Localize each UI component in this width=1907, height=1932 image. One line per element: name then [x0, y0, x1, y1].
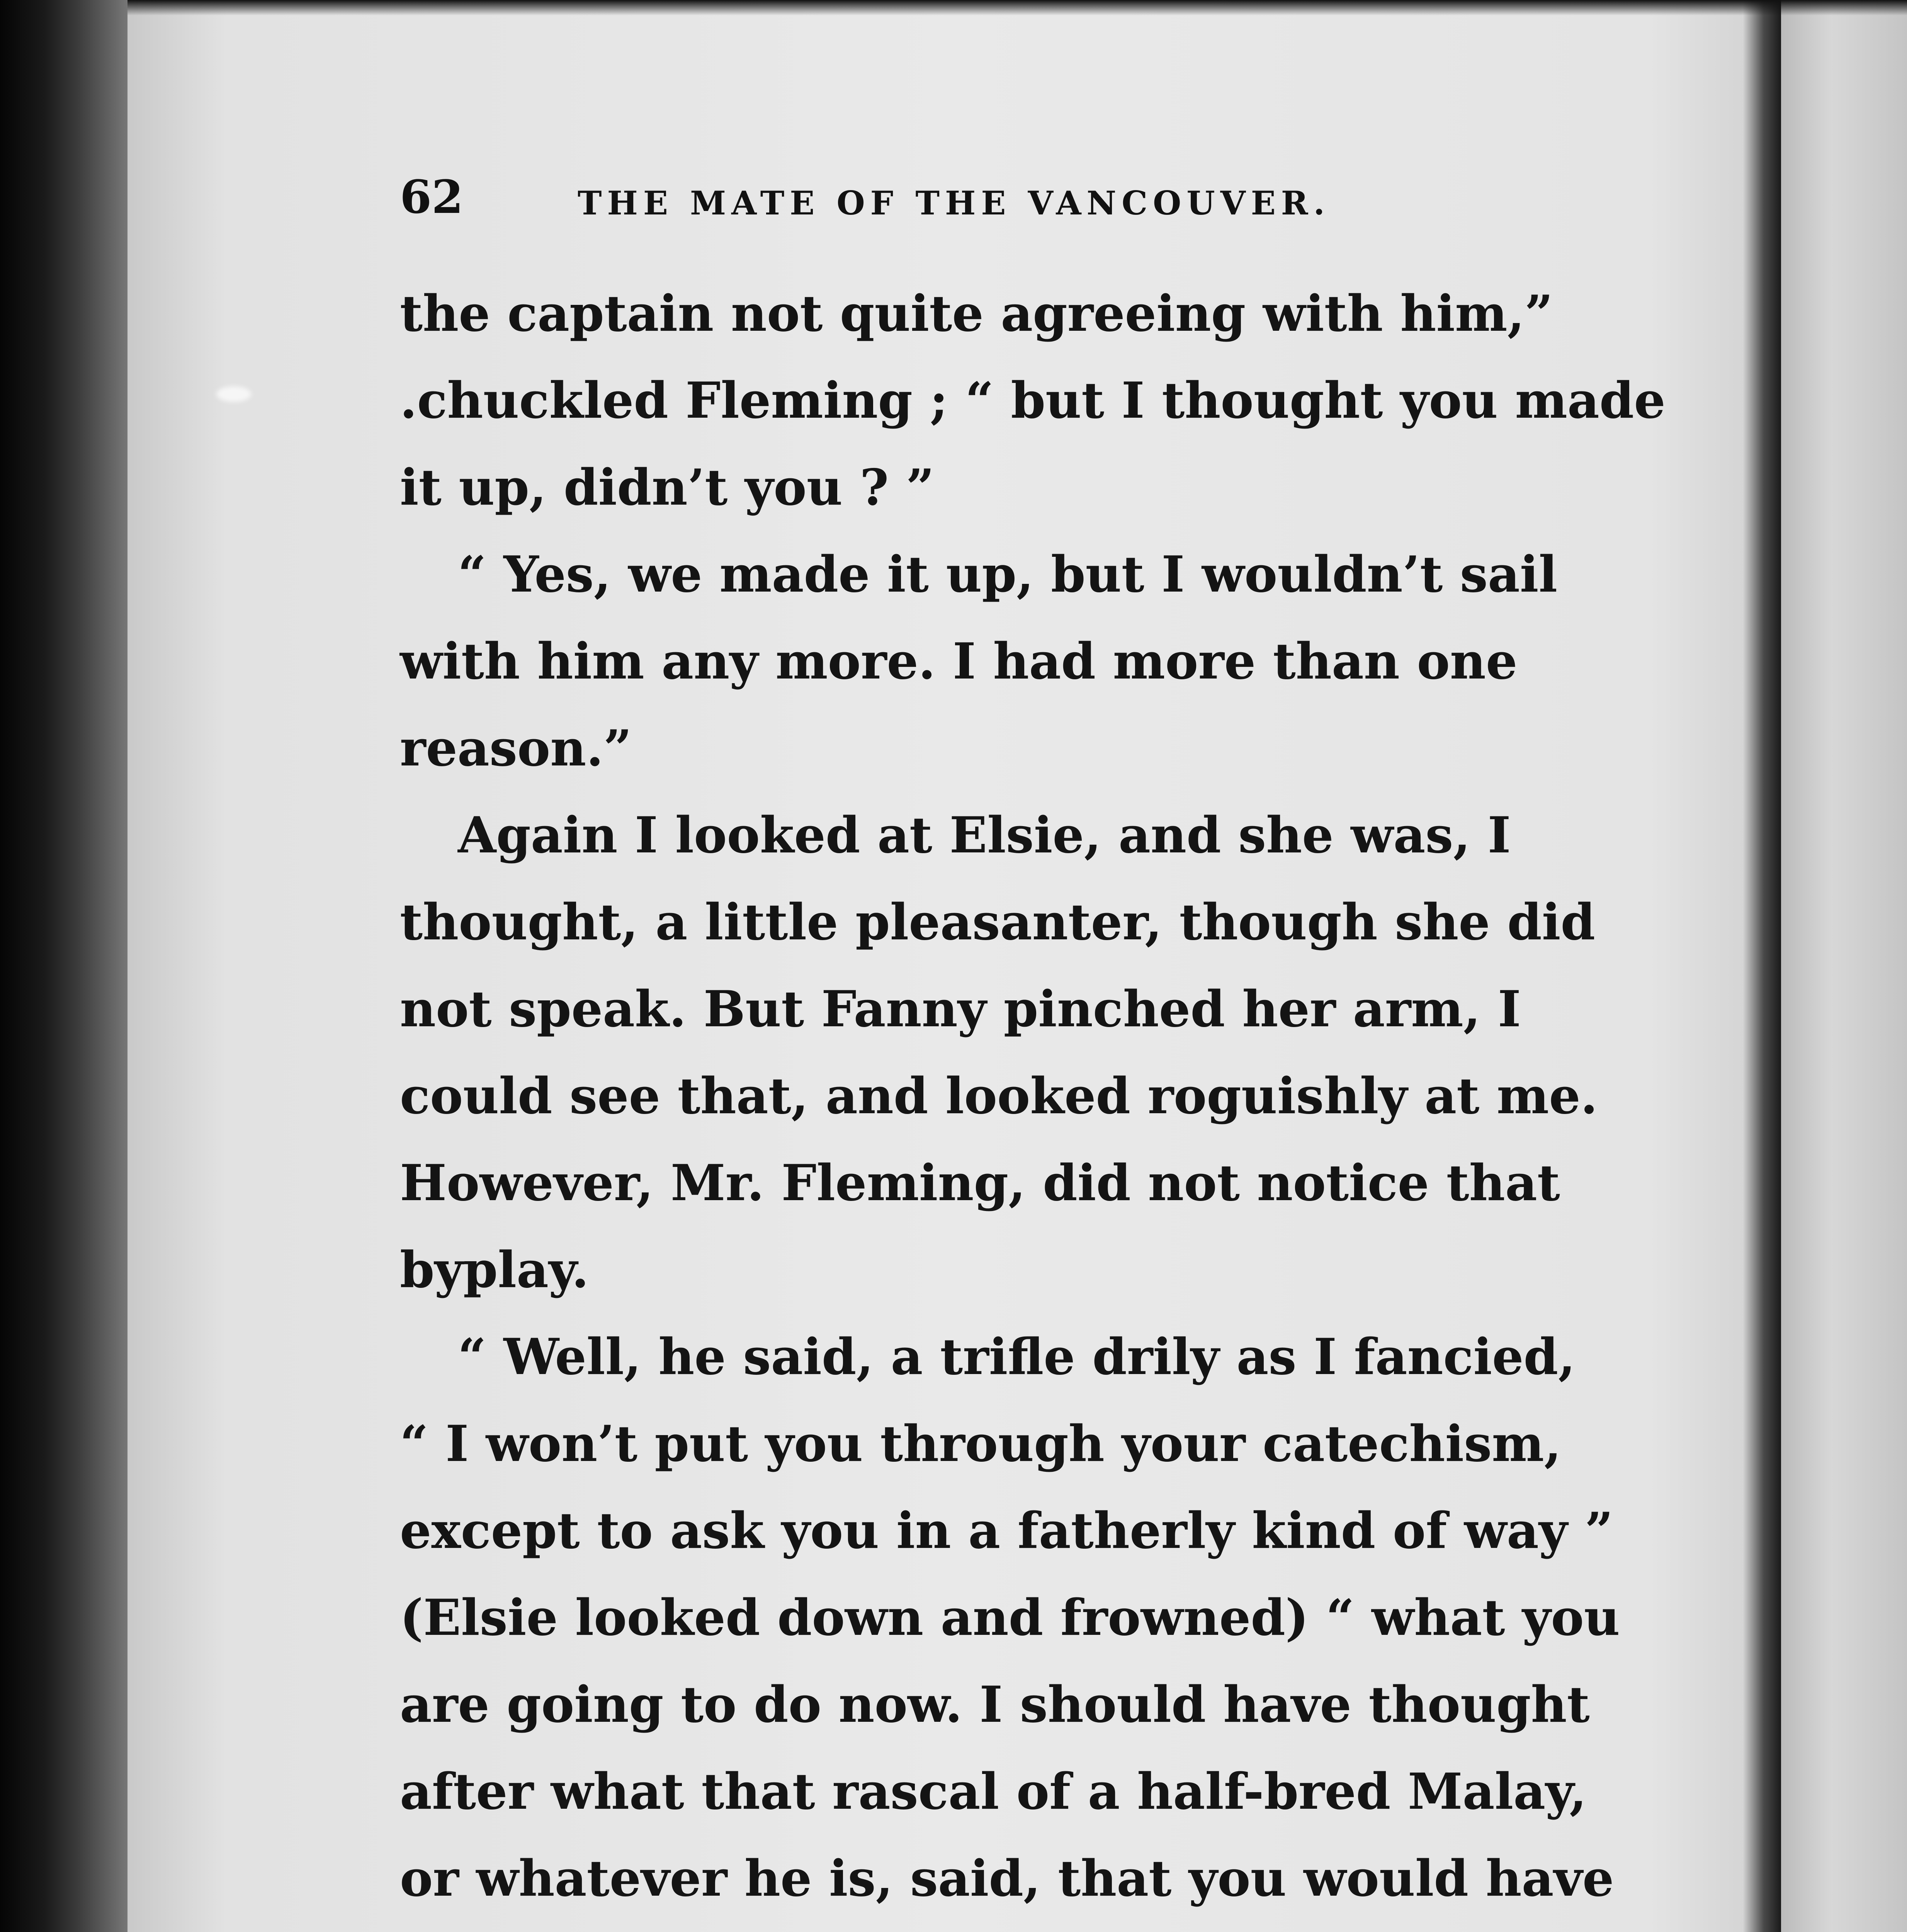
text-line: with him any more. I had more than one — [400, 633, 1518, 690]
text-line: the captain not quite agreeing with him,” — [400, 285, 1553, 343]
text-line: “ Well, he said, a trifle drily as I fancied, — [458, 1328, 1576, 1386]
text-line: reason.” — [400, 719, 632, 777]
running-title: THE MATE OF THE VANCOUVER. — [578, 184, 1330, 222]
text-line: except to ask you in a fatherly kind of way ” — [400, 1502, 1613, 1560]
adjacent-page-edge — [1781, 0, 1907, 1932]
text-line: not speak. But Fanny pinched her arm, I — [400, 980, 1521, 1038]
page-number: 62 — [400, 170, 464, 224]
top-edge-shadow — [127, 0, 1907, 15]
text-line: could see that, and looked roguishly at me. — [400, 1067, 1598, 1125]
text-line: thought, a little pleasanter, though she did — [400, 893, 1595, 951]
text-line: However, Mr. Fleming, did not notice that — [400, 1154, 1560, 1212]
paper-blemish — [216, 386, 251, 402]
text-line: “ Yes, we made it up, but I wouldn’t sail — [458, 546, 1558, 604]
text-line: or whatever he is, said, that you would have — [400, 1850, 1614, 1908]
text-line: are going to do now. I should have thought — [400, 1676, 1590, 1734]
text-line: “ I won’t put you through your catechism, — [400, 1415, 1562, 1473]
text-line: Again I looked at Elsie, and she was, I — [458, 806, 1511, 864]
page-edge-shadow — [1742, 0, 1781, 1932]
text-line: .chuckled Fleming ; “ but I thought you made — [400, 372, 1666, 430]
text-line: (Elsie looked down and frowned) “ what you — [400, 1589, 1620, 1647]
body-text — [400, 270, 1666, 1932]
text-line: byplay. — [400, 1241, 589, 1299]
text-line: after what that rascal of a half-bred Malay, — [400, 1763, 1587, 1821]
text-line — [400, 1922, 1499, 1932]
text-line: it up, didn’t you ? ” — [400, 459, 935, 517]
book-binding — [0, 0, 127, 1932]
running-head — [400, 166, 1366, 228]
